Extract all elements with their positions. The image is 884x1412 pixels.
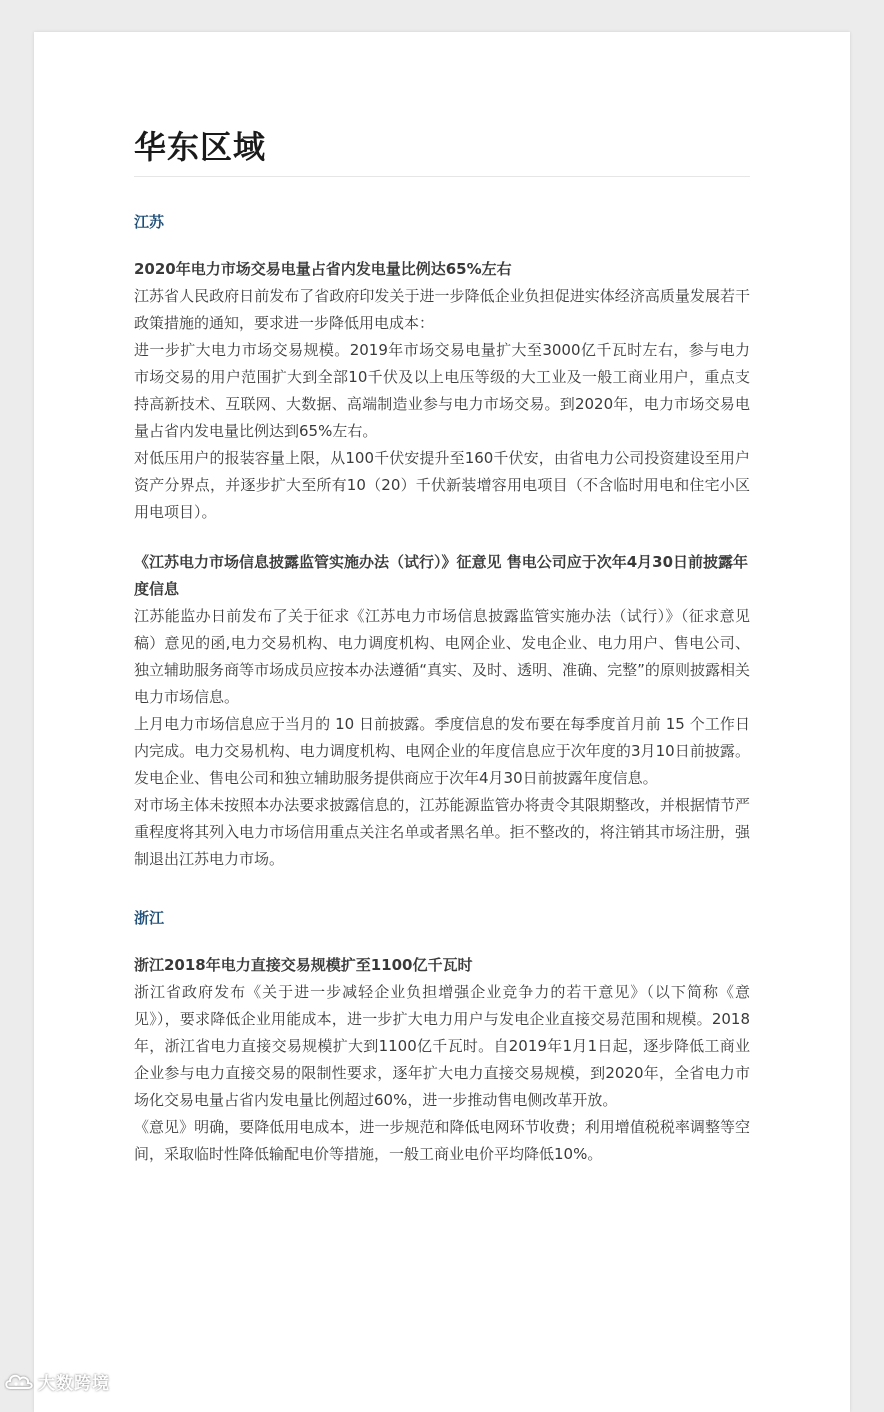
region-heading: 浙江 [134, 909, 165, 928]
article [134, 549, 750, 873]
article-title: 《江苏电力市场信息披露监管实施办法（试行）》征意见 售电公司应于次年4月30日前披露年度信息 [134, 553, 749, 599]
watermark [4, 1366, 110, 1396]
page-title: 华东区域 [134, 128, 267, 166]
article-paragraph: 对市场主体未按照本办法要求披露信息的，江苏能源监管办将责令其限期整改，并根据情节严重程度将其列入电力市场信用重点关注名单或者黑名单。拒不整改的，将注销其市场注册，强制退出江苏电力市场。 [134, 796, 750, 869]
article-title: 浙江2018年电力直接交易规模扩至1100亿千瓦时 [134, 956, 473, 975]
region-section-zhejiang [134, 907, 750, 1168]
cloud-logo-icon [4, 1370, 34, 1392]
article-paragraph: 上月电力市场信息应于当月的 10 日前披露。季度信息的发布要在每季度首月前 15 个工作日内完成。电力交易机构、电力调度机构、电网企业的年度信息应于次年度的3月10日前披露。发电企业、售电公司和独立辅助服务提供商应于次年4月30日前披露年度信息。 [134, 715, 750, 788]
article-paragraph: 进一步扩大电力市场交易规模。2019年市场交易电量扩大至3000亿千瓦时左右，参与电力市场交易的用户范围扩大到全部10千伏及以上电压等级的大工业及一般工商业用户，重点支持高新技术、互联网、大数据、高端制造业参与电力市场交易。到2020年，电力市场交易电量占省内发电量比例达到65%左右。 [134, 341, 750, 441]
article-paragraph: 江苏省人民政府日前发布了省政府印发关于进一步降低企业负担促进实体经济高质量发展若干政策措施的通知，要求进一步降低用电成本： [134, 287, 750, 333]
article [134, 256, 750, 526]
article-paragraph: 浙江省政府发布《关于进一步减轻企业负担增强企业竞争力的若干意见》（以下简称《意见》），要求降低企业用能成本，进一步扩大电力用户与发电企业直接交易范围和规模。2018年，浙江省电力直接交易规模扩大到1100亿千瓦时。自2019年1月1日起，逐步降低工商业企业参与电力直接交易的限制性要求，逐年扩大电力直接交易规模，到2020年，全省电力市场化交易电量占省内发电量比例超过60%，进一步推动售电侧改革开放。 [134, 983, 750, 1110]
article-card [34, 32, 850, 1412]
region-heading: 江苏 [134, 213, 165, 232]
article-title: 2020年电力市场交易电量占省内发电量比例达65%左右 [134, 260, 512, 279]
article-paragraph: 《意见》明确，要降低用电成本，进一步规范和降低电网环节收费；利用增值税税率调整等空间，采取临时性降低输配电价等措施，一般工商业电价平均降低10%。 [134, 1118, 750, 1164]
article-paragraph: 江苏能监办日前发布了关于征求《江苏电力市场信息披露监管实施办法（试行）》（征求意见稿）意见的函,电力交易机构、电力调度机构、电网企业、发电企业、电力用户、售电公司、独立辅助服务商等市场成员应按本办法遵循“真实、及时、透明、准确、完整”的原则披露相关电力市场信息。 [134, 607, 750, 707]
region-section-jiangsu [134, 211, 750, 873]
article-content [134, 124, 750, 1168]
article-paragraph: 对低压用户的报装容量上限，从100千伏安提升至160千伏安，由省电力公司投资建设至用户资产分界点，并逐步扩大至所有10（20）千伏新装增容用电项目（不含临时用电和住宅小区用电项目）。 [134, 449, 750, 522]
watermark-text: 大数跨境 [38, 1373, 110, 1394]
article [134, 952, 750, 1168]
